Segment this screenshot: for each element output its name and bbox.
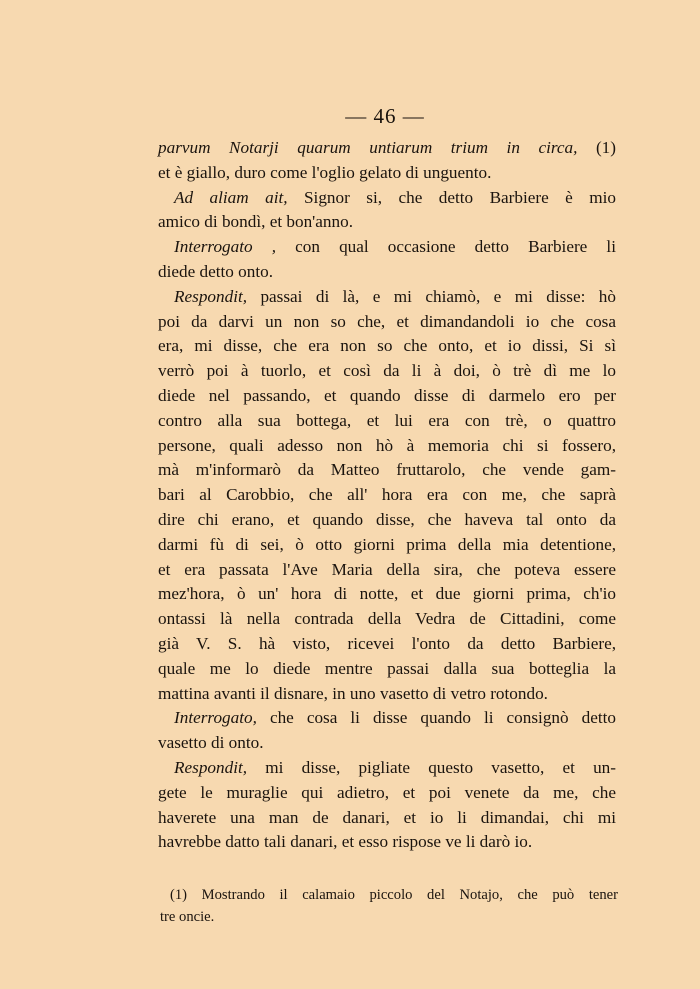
text-line: bari al Carobbio, che all' hora era con me, che saprà — [158, 485, 616, 505]
text-line — [158, 136, 616, 161]
text-line: et era passata l'Ave Maria della sira, che poteva essere — [158, 559, 616, 579]
page-number: — 46 — — [345, 104, 425, 128]
speaker-label: Respondit, — [174, 757, 248, 777]
text-line: mez'hora, ò un' hora di notte, et due giorni prima, ch'io — [158, 584, 616, 604]
text-line: quale me lo diede mentre passai dalla sua botteglia la — [158, 658, 616, 678]
text-line: vasetto di onto. — [158, 733, 264, 753]
text-line: ontassi là nella contrada della Vedra de Cittadini, come — [158, 609, 616, 629]
speaker-label: Interrogato , — [174, 237, 277, 257]
speaker-label: Ad aliam ait, — [174, 187, 288, 207]
footnote-line: tre oncie. — [160, 909, 215, 925]
text-line — [158, 186, 616, 211]
speaker-label: Respondit, — [174, 286, 248, 306]
line-text: mi disse, pigliate questo vasetto, et un- — [247, 757, 616, 777]
text-line — [158, 756, 616, 781]
text-line: havrebbe datto tali danari, et esso rispose ve li darò io. — [158, 832, 533, 852]
text-line: mà m'informarò da Matteo fruttarolo, che vende gam- — [158, 460, 616, 480]
text-line: darmi fù di sei, ò otto giorni prima della mia detentione, — [158, 534, 616, 554]
text-line — [158, 235, 616, 260]
footnote-line: (1) Mostrando il calamaio piccolo del Notajo, che può tener — [170, 887, 618, 903]
text-line: diede nel passando, et quando disse di darmelo ero per — [158, 385, 616, 405]
speaker-label: parvum Notarji quarum untiarum trium in circa, — [158, 138, 578, 157]
text-line: già V. S. hà visto, ricevei l'onto da detto Barbiere, — [158, 633, 616, 653]
line-text: (1) — [577, 138, 616, 157]
text-line — [158, 285, 616, 310]
text-line: era, mi disse, che era non so che onto, et io dissi, Si sì — [158, 336, 616, 356]
text-line: mattina avanti il disnare, in uno vasetto di vetro rotondo. — [158, 683, 548, 703]
text-line: gete le muraglie qui adietro, et poi venete da me, che — [158, 782, 616, 802]
text-line: diede detto onto. — [158, 261, 274, 281]
text-line: amico di bondì, et bon'anno. — [158, 212, 353, 232]
text-line — [158, 706, 616, 731]
line-text: passai di là, e mi chiamò, e mi disse: hò — [247, 286, 616, 306]
text-line: haverete una man de danari, et io li dimandai, chi mi — [158, 807, 616, 827]
text-line: verrò poi à tuorlo, et così da li à doi, ò trè dì me lo — [158, 361, 616, 381]
line-text: Signor si, che detto Barbiere è mio — [287, 187, 616, 207]
text-line: poi da darvi un non so che, et dimandandoli io che cosa — [158, 311, 616, 331]
line-text: con qual occasione detto Barbiere li — [276, 237, 616, 257]
line-text: che cosa li disse quando li consignò detto — [256, 708, 616, 728]
text-line: et è giallo, duro come l'oglio gelato di unguento. — [158, 162, 492, 182]
body-text — [158, 136, 616, 855]
text-line: contro alla sua bottega, et lui era con trè, o quattro — [158, 410, 616, 430]
text-line: persone, quali adesso non hò à memoria chi si fossero, — [158, 435, 616, 455]
text-line: dire chi erano, et quando disse, che haveva tal onto da — [158, 509, 616, 529]
footnote — [160, 884, 618, 928]
speaker-label: Interrogato, — [174, 708, 257, 728]
